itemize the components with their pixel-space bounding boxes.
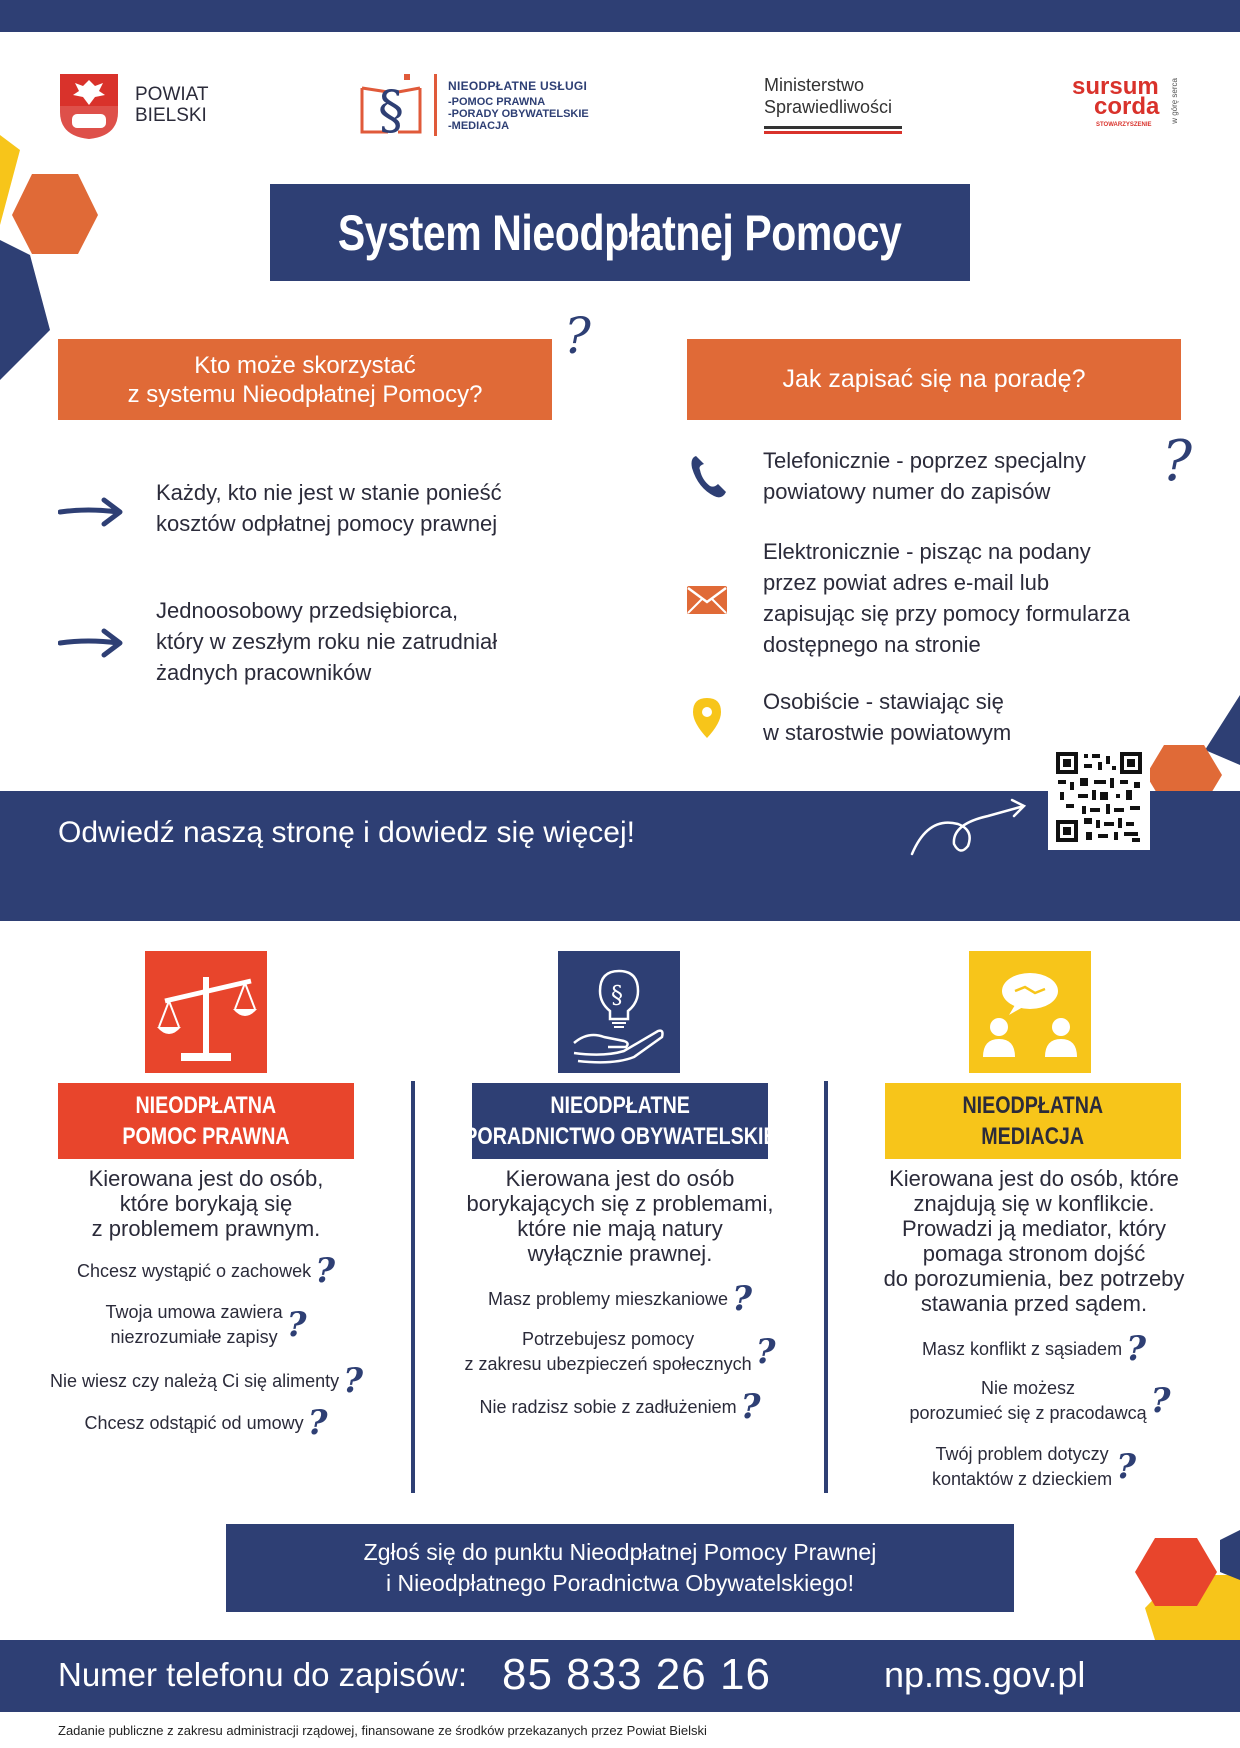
how-item-line: Telefonicznie - poprzez specjalny xyxy=(763,448,1086,473)
question-mark-icon: ? xyxy=(1126,1329,1146,1369)
service-label-legal xyxy=(58,1083,354,1159)
how-item-line: dostępnego na stronie xyxy=(763,632,981,657)
question-text: Nie możesz xyxy=(981,1378,1076,1398)
question-mark-icon: ? xyxy=(755,1332,776,1372)
question-mark-icon: ? xyxy=(315,1251,336,1291)
location-pin-icon xyxy=(692,697,722,739)
question-mark-icon: ? xyxy=(307,1403,328,1443)
question-mark-icon: ? xyxy=(564,307,591,365)
question-item xyxy=(58,1403,354,1443)
phone-number[interactable]: 85 833 26 16 xyxy=(502,1650,771,1699)
who-item-line: żadnych pracowników xyxy=(156,660,372,685)
question-text: niezrozumiałe zapisy xyxy=(110,1327,278,1347)
how-heading xyxy=(687,339,1181,420)
how-item-line: zapisując się przy pomocy formularza xyxy=(763,601,1130,626)
question-mark-icon: ? xyxy=(740,1387,761,1427)
envelope-icon xyxy=(686,585,728,615)
sursum-vertical: w górę serca xyxy=(1170,78,1179,124)
lightbulb-hand-icon xyxy=(564,957,674,1067)
question-text: Nie radzisz sobie z zadłużeniem xyxy=(479,1396,737,1417)
desc-line: wyłącznie prawnej. xyxy=(527,1241,713,1266)
desc-line: stawania przed sądem. xyxy=(920,1291,1148,1316)
scales-icon xyxy=(151,957,261,1067)
qr-code[interactable] xyxy=(1048,744,1150,850)
phone-icon xyxy=(688,452,728,502)
who-item xyxy=(156,477,502,539)
question-text: z zakresu ubezpieczeń społecznych xyxy=(464,1354,752,1374)
who-heading xyxy=(58,339,552,420)
question-mark-icon: ? xyxy=(1162,429,1193,494)
footer-note: Zadanie publiczne z zakresu administracji rządowej, finansowane ze środków przekazanych przez Powiat Bielski xyxy=(58,1723,707,1738)
arrow-right-icon xyxy=(58,494,124,530)
question-item xyxy=(452,1387,788,1427)
scales-icon-box xyxy=(145,951,267,1073)
question-text: Chcesz wystąpić o zachowek xyxy=(76,1260,312,1281)
question-text: Nie wiesz czy należą Ci się alimenty xyxy=(50,1370,340,1391)
arrow-right-icon xyxy=(58,625,124,661)
question-text: Twój problem dotyczy xyxy=(935,1444,1109,1464)
question-item xyxy=(880,1376,1200,1426)
desc-line: które borykają się xyxy=(119,1191,293,1216)
paragraph-book-icon xyxy=(358,70,428,140)
visit-text: Odwiedź naszą stronę i dowiedz się więcej! xyxy=(58,816,635,849)
question-mark-icon: ? xyxy=(286,1305,307,1345)
service-label-mediation xyxy=(885,1083,1181,1159)
svg-text:§: § xyxy=(378,81,404,140)
desc-line: Prowadzi ją mediator, który xyxy=(901,1216,1167,1241)
who-item-line: kosztów odpłatnej pomocy prawnej xyxy=(156,511,498,536)
service-label-line: NIEODPŁATNA xyxy=(135,1092,277,1119)
svg-text:§: § xyxy=(611,981,623,1009)
who-item xyxy=(156,595,497,688)
nu-item: -MEDIACJA xyxy=(448,120,510,132)
question-text: kontaktów z dzieckiem xyxy=(932,1469,1113,1489)
cta-box xyxy=(226,1524,1014,1612)
question-text: Masz konflikt z sąsiadem xyxy=(922,1338,1123,1359)
question-item xyxy=(452,1279,788,1319)
question-mark-icon: ? xyxy=(343,1361,364,1401)
who-heading-line2: z systemu Nieodpłatnej Pomocy? xyxy=(127,380,483,408)
page-title-text: System Nieodpłatnej Pomocy xyxy=(338,204,902,261)
question-item xyxy=(50,1361,390,1401)
desc-line: borykających się z problemami, xyxy=(466,1191,774,1216)
service-label-line: MEDIACJA xyxy=(981,1123,1085,1150)
service-label-civic xyxy=(463,1083,777,1159)
lightbulb-hand-icon-box xyxy=(558,951,680,1073)
phone-label: Numer telefonu do zapisów: xyxy=(58,1656,468,1693)
nu-item: -PORADY OBYWATELSKIE xyxy=(448,108,589,120)
service-desc-civic xyxy=(452,1166,788,1266)
question-mark-icon: ? xyxy=(1116,1447,1136,1487)
desc-line: które nie mają natury xyxy=(517,1216,723,1241)
powiat-bielski-logo xyxy=(58,72,209,145)
desc-line: Kierowana jest do osób, które xyxy=(889,1166,1179,1191)
how-item-email xyxy=(763,536,1130,660)
who-item-line: Każdy, kto nie jest w stanie ponieść xyxy=(156,480,502,505)
nieodplatne-uslugi-logo xyxy=(358,70,618,140)
how-heading-text: Jak zapisać się na poradę? xyxy=(782,365,1086,393)
website-link[interactable]: np.ms.gov.pl xyxy=(884,1654,1086,1695)
how-item-line: przez powiat adres e-mail lub xyxy=(763,570,1050,595)
question-mark-icon: ? xyxy=(1150,1381,1171,1421)
question-item xyxy=(58,1251,354,1291)
how-item-line: powiatowy numer do zapisów xyxy=(763,479,1051,504)
desc-line: znajdują się w konflikcie. xyxy=(913,1191,1155,1216)
service-desc-legal xyxy=(58,1166,354,1241)
question-item xyxy=(866,1329,1202,1369)
divider-bar xyxy=(0,875,1240,921)
question-text: Twoja umowa zawiera xyxy=(105,1302,283,1322)
question-item xyxy=(452,1327,788,1377)
coat-of-arms-icon xyxy=(58,72,120,140)
service-label-line: PORADNICTWO OBYWATELSKIE xyxy=(463,1123,777,1150)
how-item-inperson xyxy=(763,686,1011,748)
page-title xyxy=(270,184,970,281)
service-desc-mediation xyxy=(866,1166,1202,1316)
cta-line1: Zgłoś się do punktu Nieodpłatnej Pomocy Prawnej xyxy=(363,1539,877,1565)
desc-line: Kierowana jest do osób xyxy=(505,1166,735,1191)
how-item-line: w starostwie powiatowym xyxy=(763,720,1012,745)
column-divider xyxy=(824,1081,828,1493)
nu-item: -POMOC PRAWNA xyxy=(448,96,546,108)
ministry-line1: Ministerstwo xyxy=(764,75,865,95)
question-text: Masz problemy mieszkaniowe xyxy=(487,1288,729,1309)
nu-title: NIEODPŁATNE USŁUGI xyxy=(448,79,588,93)
ministry-line2: Sprawiedliwości xyxy=(764,97,893,117)
question-item xyxy=(58,1300,354,1350)
who-heading-line1: Kto może skorzystać xyxy=(194,351,416,379)
who-item-line: Jednoosobowy przedsiębiorca, xyxy=(156,598,459,623)
logo-divider xyxy=(434,74,437,136)
ministry-logo xyxy=(764,74,902,134)
who-item-line: który w zeszłym roku nie zatrudniał xyxy=(156,629,498,654)
question-text: Chcesz odstąpić od umowy xyxy=(84,1412,304,1433)
question-item xyxy=(866,1442,1202,1492)
decorative-hexagons-bottom xyxy=(1125,1520,1240,1640)
mediation-icon xyxy=(975,957,1085,1067)
cta-line2: i Nieodpłatnego Poradnictwa Obywatelskiego! xyxy=(386,1570,854,1596)
service-label-line: NIEODPŁATNA xyxy=(962,1092,1104,1119)
column-divider xyxy=(411,1081,415,1493)
qr-code-icon xyxy=(1056,752,1142,842)
top-bar xyxy=(0,0,1240,32)
mediation-icon-box xyxy=(969,951,1091,1073)
how-item-phone xyxy=(763,445,1086,507)
sursum-sub: STOWARZYSZENIE xyxy=(1096,122,1152,128)
desc-line: z problemem prawnym. xyxy=(91,1216,321,1241)
question-mark-icon: ? xyxy=(732,1279,752,1319)
desc-line: Kierowana jest do osób, xyxy=(88,1166,324,1191)
question-text: Potrzebujesz pomocy xyxy=(521,1329,695,1349)
curly-arrow-icon xyxy=(908,796,1028,860)
how-item-line: Elektronicznie - pisząc na podany xyxy=(763,539,1091,564)
powiat-line1: POWIAT xyxy=(135,84,209,105)
sursum-corda-logo xyxy=(1072,73,1182,146)
service-label-line: POMOC PRAWNA xyxy=(122,1123,290,1150)
desc-line: pomaga stronom dojść xyxy=(922,1241,1146,1266)
powiat-line2: BIELSKI xyxy=(135,105,207,126)
how-item-line: Osobiście - stawiając się xyxy=(763,689,1004,714)
question-text: porozumieć się z pracodawcą xyxy=(909,1403,1147,1423)
phone-bar xyxy=(0,1640,1240,1712)
service-label-line: NIEODPŁATNE xyxy=(550,1092,690,1119)
desc-line: do porozumienia, bez potrzeby xyxy=(883,1266,1185,1291)
sursum-line1: sursum xyxy=(1072,73,1159,100)
sursum-line2: corda xyxy=(1094,93,1160,120)
